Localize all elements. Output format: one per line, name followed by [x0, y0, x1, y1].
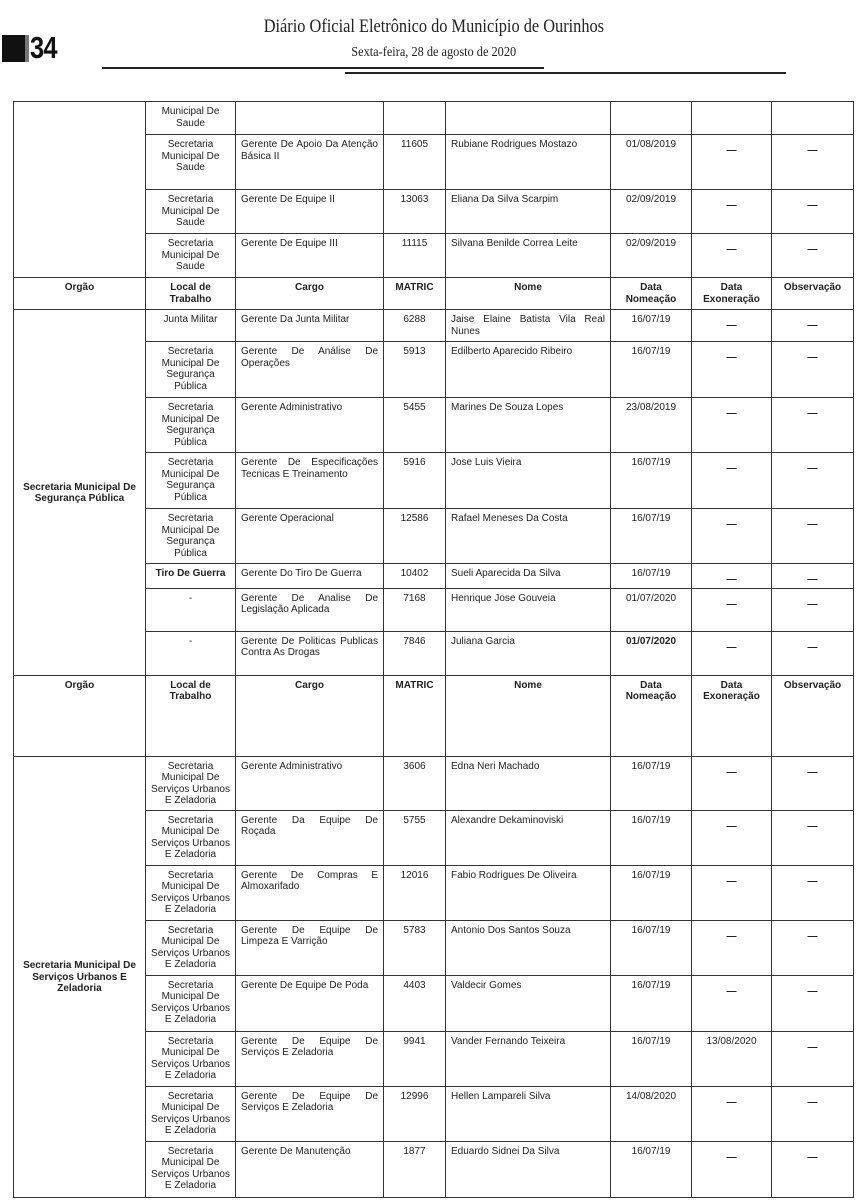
empty-dash: — [807, 145, 818, 156]
data-nomeacao-cell: 16/07/19 [611, 1141, 692, 1197]
empty-dash: — [807, 463, 818, 474]
header-nome: Nome [446, 278, 611, 310]
table-row [14, 310, 854, 342]
header-matric: MATRIC [384, 278, 446, 310]
local-de-trabalho-cell: Municipal De Saude [146, 102, 236, 135]
cargo-cell: Gerente Da Junta Militar [236, 310, 384, 342]
cargo-cell: Gerente Administrativo [236, 756, 384, 810]
local-de-trabalho-cell: Secretaria Municipal De Serviços Urbanos E Zeladoria [146, 865, 236, 920]
observacao-cell [772, 398, 854, 453]
data-nomeacao-cell: 16/07/19 [611, 865, 692, 920]
empty-dash: — [726, 320, 737, 331]
local-de-trabalho-cell: Secretaria Municipal De Serviços Urbanos E Zeladoria [146, 1086, 236, 1141]
data-exoneracao-cell [692, 310, 772, 342]
data-nomeacao-cell: 16/07/19 [611, 975, 692, 1031]
matric-cell: 12996 [384, 1086, 446, 1141]
data-nomeacao-cell: 16/07/19 [611, 342, 692, 398]
cargo-cell: Gerente De Compras E Almoxarifado [236, 865, 384, 920]
data-exoneracao-cell [692, 564, 772, 589]
local-de-trabalho-cell: Secretaria Municipal De Serviços Urbanos E Zeladoria [146, 1031, 236, 1086]
appointments-table [13, 101, 854, 1198]
matric-cell: 5916 [384, 453, 446, 509]
data-exoneracao-cell [692, 1141, 772, 1197]
header-observacao: Observação [772, 675, 854, 756]
local-de-trabalho-cell: Secretaria Municipal De Serviços Urbanos E Zeladoria [146, 1141, 236, 1197]
nome-cell: Jose Luis Vieira [446, 453, 611, 509]
empty-dash: — [807, 519, 818, 530]
empty-dash: — [807, 641, 818, 653]
nome-cell: Hellen Lampareli Silva [446, 1086, 611, 1141]
empty-dash: — [807, 200, 818, 211]
header-local-de-trabalho: Local de Trabalho [146, 278, 236, 310]
matric-cell: 7168 [384, 588, 446, 631]
cargo-cell: Gerente De Equipe III [236, 234, 384, 278]
local-de-trabalho-cell: Tiro De Guerra [146, 564, 236, 589]
local-de-trabalho-cell: Secretaria Municipal De Segurança Pública [146, 398, 236, 453]
cargo-cell: Gerente Administrativo [236, 398, 384, 453]
empty-dash: — [807, 1096, 818, 1108]
empty-dash: — [726, 408, 737, 419]
observacao-cell [772, 453, 854, 509]
data-nomeacao-cell: 16/07/19 [611, 564, 692, 589]
table-row [14, 102, 854, 135]
publication-title [0, 16, 857, 38]
data-nomeacao-cell: 16/07/19 [611, 810, 692, 865]
nome-cell: Vander Fernando Teixeira [446, 1031, 611, 1086]
matric-cell: 4403 [384, 975, 446, 1031]
empty-dash: — [807, 244, 818, 255]
matric-cell: 5913 [384, 342, 446, 398]
data-exoneracao-cell [692, 509, 772, 564]
empty-dash: — [807, 766, 818, 778]
cargo-cell [236, 102, 384, 135]
empty-dash: — [807, 1151, 818, 1163]
matric-cell: 1877 [384, 1141, 446, 1197]
observacao-cell [772, 190, 854, 234]
empty-dash: — [726, 985, 737, 997]
appointments-table-body [14, 102, 854, 1198]
nome-cell [446, 102, 611, 135]
data-nomeacao-cell: 16/07/19 [611, 920, 692, 975]
cargo-cell: Gerente De Politicas Publicas Contra As Drogas [236, 631, 384, 675]
header-rule-lower [345, 72, 786, 74]
empty-dash: — [807, 574, 818, 585]
empty-dash: — [726, 1151, 737, 1163]
nome-cell: Marines De Souza Lopes [446, 398, 611, 453]
data-exoneracao-cell [692, 588, 772, 631]
matric-cell: 6288 [384, 310, 446, 342]
empty-dash: — [726, 463, 737, 474]
header-rule-upper [102, 67, 544, 69]
cargo-cell: Gerente De Analise De Legislação Aplicada [236, 588, 384, 631]
local-de-trabalho-cell: Secretaria Municipal De Serviços Urbanos E Zeladoria [146, 810, 236, 865]
local-de-trabalho-cell: Secretaria Municipal De Saude [146, 135, 236, 190]
empty-dash: — [726, 820, 737, 832]
empty-dash: — [726, 574, 737, 585]
empty-dash: — [807, 352, 818, 363]
matric-cell: 3606 [384, 756, 446, 810]
local-de-trabalho-cell: Secretaria Municipal De Serviços Urbanos E Zeladoria [146, 920, 236, 975]
header-orgao: Orgão [14, 278, 146, 310]
nome-cell: Eduardo Sidnei Da Silva [446, 1141, 611, 1197]
nome-cell: Fabio Rodrigues De Oliveira [446, 865, 611, 920]
publication-date-text: Sexta-feira, 28 de agosto de 2020 [351, 45, 516, 60]
cargo-cell: Gerente Do Tiro De Guerra [236, 564, 384, 589]
observacao-cell [772, 310, 854, 342]
observacao-cell [772, 342, 854, 398]
nome-cell: Edna Neri Machado [446, 756, 611, 810]
data-nomeacao-cell: 02/09/2019 [611, 234, 692, 278]
empty-dash: — [726, 875, 737, 887]
header-data-exoneracao: Data Exoneração [692, 675, 772, 756]
data-exoneracao-cell [692, 756, 772, 810]
nome-cell: Valdecir Gomes [446, 975, 611, 1031]
matric-cell: 7846 [384, 631, 446, 675]
local-de-trabalho-cell: - [146, 631, 236, 675]
empty-dash: — [807, 820, 818, 832]
data-exoneracao-cell [692, 975, 772, 1031]
cargo-cell: Gerente Operacional [236, 509, 384, 564]
matric-cell: 5783 [384, 920, 446, 975]
header-matric: MATRIC [384, 675, 446, 756]
cargo-cell: Gerente De Equipe De Serviços E Zeladoria [236, 1086, 384, 1141]
observacao-cell [772, 102, 854, 135]
empty-dash: — [726, 200, 737, 211]
data-nomeacao-cell: 01/07/2020 [611, 631, 692, 675]
data-nomeacao-cell: 16/07/19 [611, 509, 692, 564]
header-cargo: Cargo [236, 278, 384, 310]
matric-cell [384, 102, 446, 135]
data-nomeacao-cell: 14/08/2020 [611, 1086, 692, 1141]
matric-cell: 9941 [384, 1031, 446, 1086]
matric-cell: 13063 [384, 190, 446, 234]
data-exoneracao-cell [692, 453, 772, 509]
cargo-cell: Gerente De Equipe De Poda [236, 975, 384, 1031]
matric-cell: 11605 [384, 135, 446, 190]
nome-cell: Juliana Garcia [446, 631, 611, 675]
data-exoneracao-cell [692, 234, 772, 278]
local-de-trabalho-cell: Secretaria Municipal De Segurança Pública [146, 342, 236, 398]
empty-dash: — [726, 1096, 737, 1108]
empty-dash: — [807, 408, 818, 419]
empty-dash: — [807, 598, 818, 610]
empty-dash: — [726, 598, 737, 610]
nome-cell: Alexandre Dekaminoviski [446, 810, 611, 865]
data-nomeacao-cell: 01/08/2019 [611, 135, 692, 190]
publication-date [0, 45, 857, 61]
header-nome: Nome [446, 675, 611, 756]
data-exoneracao-cell: 13/08/2020 [692, 1031, 772, 1086]
data-exoneracao-cell [692, 342, 772, 398]
cargo-cell: Gerente De Apoio Da Atenção Básica II [236, 135, 384, 190]
observacao-cell [772, 564, 854, 589]
cargo-cell: Gerente De Especificações Tecnicas E Treinamento [236, 453, 384, 509]
data-nomeacao-cell: 16/07/19 [611, 1031, 692, 1086]
header-data-exoneracao: Data Exoneração [692, 278, 772, 310]
nome-cell: Antonio Dos Santos Souza [446, 920, 611, 975]
empty-dash: — [726, 352, 737, 363]
empty-dash: — [807, 875, 818, 887]
data-exoneracao-cell [692, 102, 772, 135]
observacao-cell [772, 1086, 854, 1141]
data-exoneracao-cell [692, 810, 772, 865]
matric-cell: 11115 [384, 234, 446, 278]
orgao-cell [14, 102, 146, 278]
header-observacao: Observação [772, 278, 854, 310]
observacao-cell [772, 975, 854, 1031]
local-de-trabalho-cell: - [146, 588, 236, 631]
empty-dash: — [726, 930, 737, 942]
data-nomeacao-cell: 16/07/19 [611, 453, 692, 509]
local-de-trabalho-cell: Secretaria Municipal De Segurança Pública [146, 509, 236, 564]
data-exoneracao-cell [692, 920, 772, 975]
local-de-trabalho-cell: Secretaria Municipal De Serviços Urbanos E Zeladoria [146, 975, 236, 1031]
data-exoneracao-cell [692, 398, 772, 453]
data-nomeacao-cell: 16/07/19 [611, 756, 692, 810]
header-data-nomeacao: Data Nomeação [611, 675, 692, 756]
observacao-cell [772, 865, 854, 920]
empty-dash: — [807, 985, 818, 997]
cargo-cell: Gerente De Análise De Operações [236, 342, 384, 398]
observacao-cell [772, 810, 854, 865]
local-de-trabalho-cell: Secretaria Municipal De Segurança Pública [146, 453, 236, 509]
nome-cell: Eliana Da Silva Scarpim [446, 190, 611, 234]
matric-cell: 12586 [384, 509, 446, 564]
data-exoneracao-cell [692, 631, 772, 675]
cargo-cell: Gerente De Equipe De Serviços E Zeladoria [236, 1031, 384, 1086]
data-exoneracao-cell [692, 135, 772, 190]
observacao-cell [772, 234, 854, 278]
data-exoneracao-cell [692, 190, 772, 234]
observacao-cell [772, 631, 854, 675]
empty-dash: — [726, 641, 737, 653]
publication-title-text: Diário Oficial Eletrônico do Município de Ourinhos [263, 16, 604, 37]
observacao-cell [772, 1031, 854, 1086]
empty-dash: — [807, 930, 818, 942]
data-exoneracao-cell [692, 865, 772, 920]
local-de-trabalho-cell: Junta Militar [146, 310, 236, 342]
empty-dash: — [807, 320, 818, 331]
matric-cell: 12016 [384, 865, 446, 920]
cargo-cell: Gerente De Manutenção [236, 1141, 384, 1197]
cargo-cell: Gerente De Equipe De Limpeza E Varrição [236, 920, 384, 975]
local-de-trabalho-cell: Secretaria Municipal De Saude [146, 234, 236, 278]
observacao-cell [772, 1141, 854, 1197]
header-orgao: Orgão [14, 675, 146, 756]
matric-cell: 5455 [384, 398, 446, 453]
nome-cell: Rafael Meneses Da Costa [446, 509, 611, 564]
table-row [14, 756, 854, 810]
cargo-cell: Gerente De Equipe II [236, 190, 384, 234]
page-number: 34 [30, 30, 57, 65]
empty-dash: — [807, 1041, 818, 1053]
nome-cell: Rubiane Rodrigues Mostazo [446, 135, 611, 190]
data-nomeacao-cell [611, 102, 692, 135]
nome-cell: Edilberto Aparecido Ribeiro [446, 342, 611, 398]
local-de-trabalho-cell: Secretaria Municipal De Saude [146, 190, 236, 234]
observacao-cell [772, 135, 854, 190]
nome-cell: Jaise Elaine Batista Vila Real Nunes [446, 310, 611, 342]
local-de-trabalho-cell: Secretaria Municipal De Serviços Urbanos E Zeladoria [146, 756, 236, 810]
orgao-cell: Secretaria Municipal De Serviços Urbanos E Zeladoria [14, 756, 146, 1197]
empty-dash: — [726, 519, 737, 530]
observacao-cell [772, 920, 854, 975]
table-header-row [14, 675, 854, 756]
empty-dash: — [726, 244, 737, 255]
observacao-cell [772, 756, 854, 810]
data-nomeacao-cell: 16/07/19 [611, 310, 692, 342]
data-nomeacao-cell: 02/09/2019 [611, 190, 692, 234]
table-header-row [14, 278, 854, 310]
data-exoneracao-cell [692, 1086, 772, 1141]
empty-dash: — [726, 766, 737, 778]
nome-cell: Silvana Benilde Correa Leite [446, 234, 611, 278]
header-cargo: Cargo [236, 675, 384, 756]
observacao-cell [772, 588, 854, 631]
nome-cell: Sueli Aparecida Da Silva [446, 564, 611, 589]
nome-cell: Henrique Jose Gouveia [446, 588, 611, 631]
empty-dash: — [726, 145, 737, 156]
observacao-cell [772, 509, 854, 564]
orgao-cell: Secretaria Municipal De Segurança Pública [14, 310, 146, 676]
cargo-cell: Gerente Da Equipe De Roçada [236, 810, 384, 865]
header-local-de-trabalho: Local de Trabalho [146, 675, 236, 756]
matric-cell: 5755 [384, 810, 446, 865]
data-nomeacao-cell: 23/08/2019 [611, 398, 692, 453]
data-nomeacao-cell: 01/07/2020 [611, 588, 692, 631]
matric-cell: 10402 [384, 564, 446, 589]
header-data-nomeacao: Data Nomeação [611, 278, 692, 310]
